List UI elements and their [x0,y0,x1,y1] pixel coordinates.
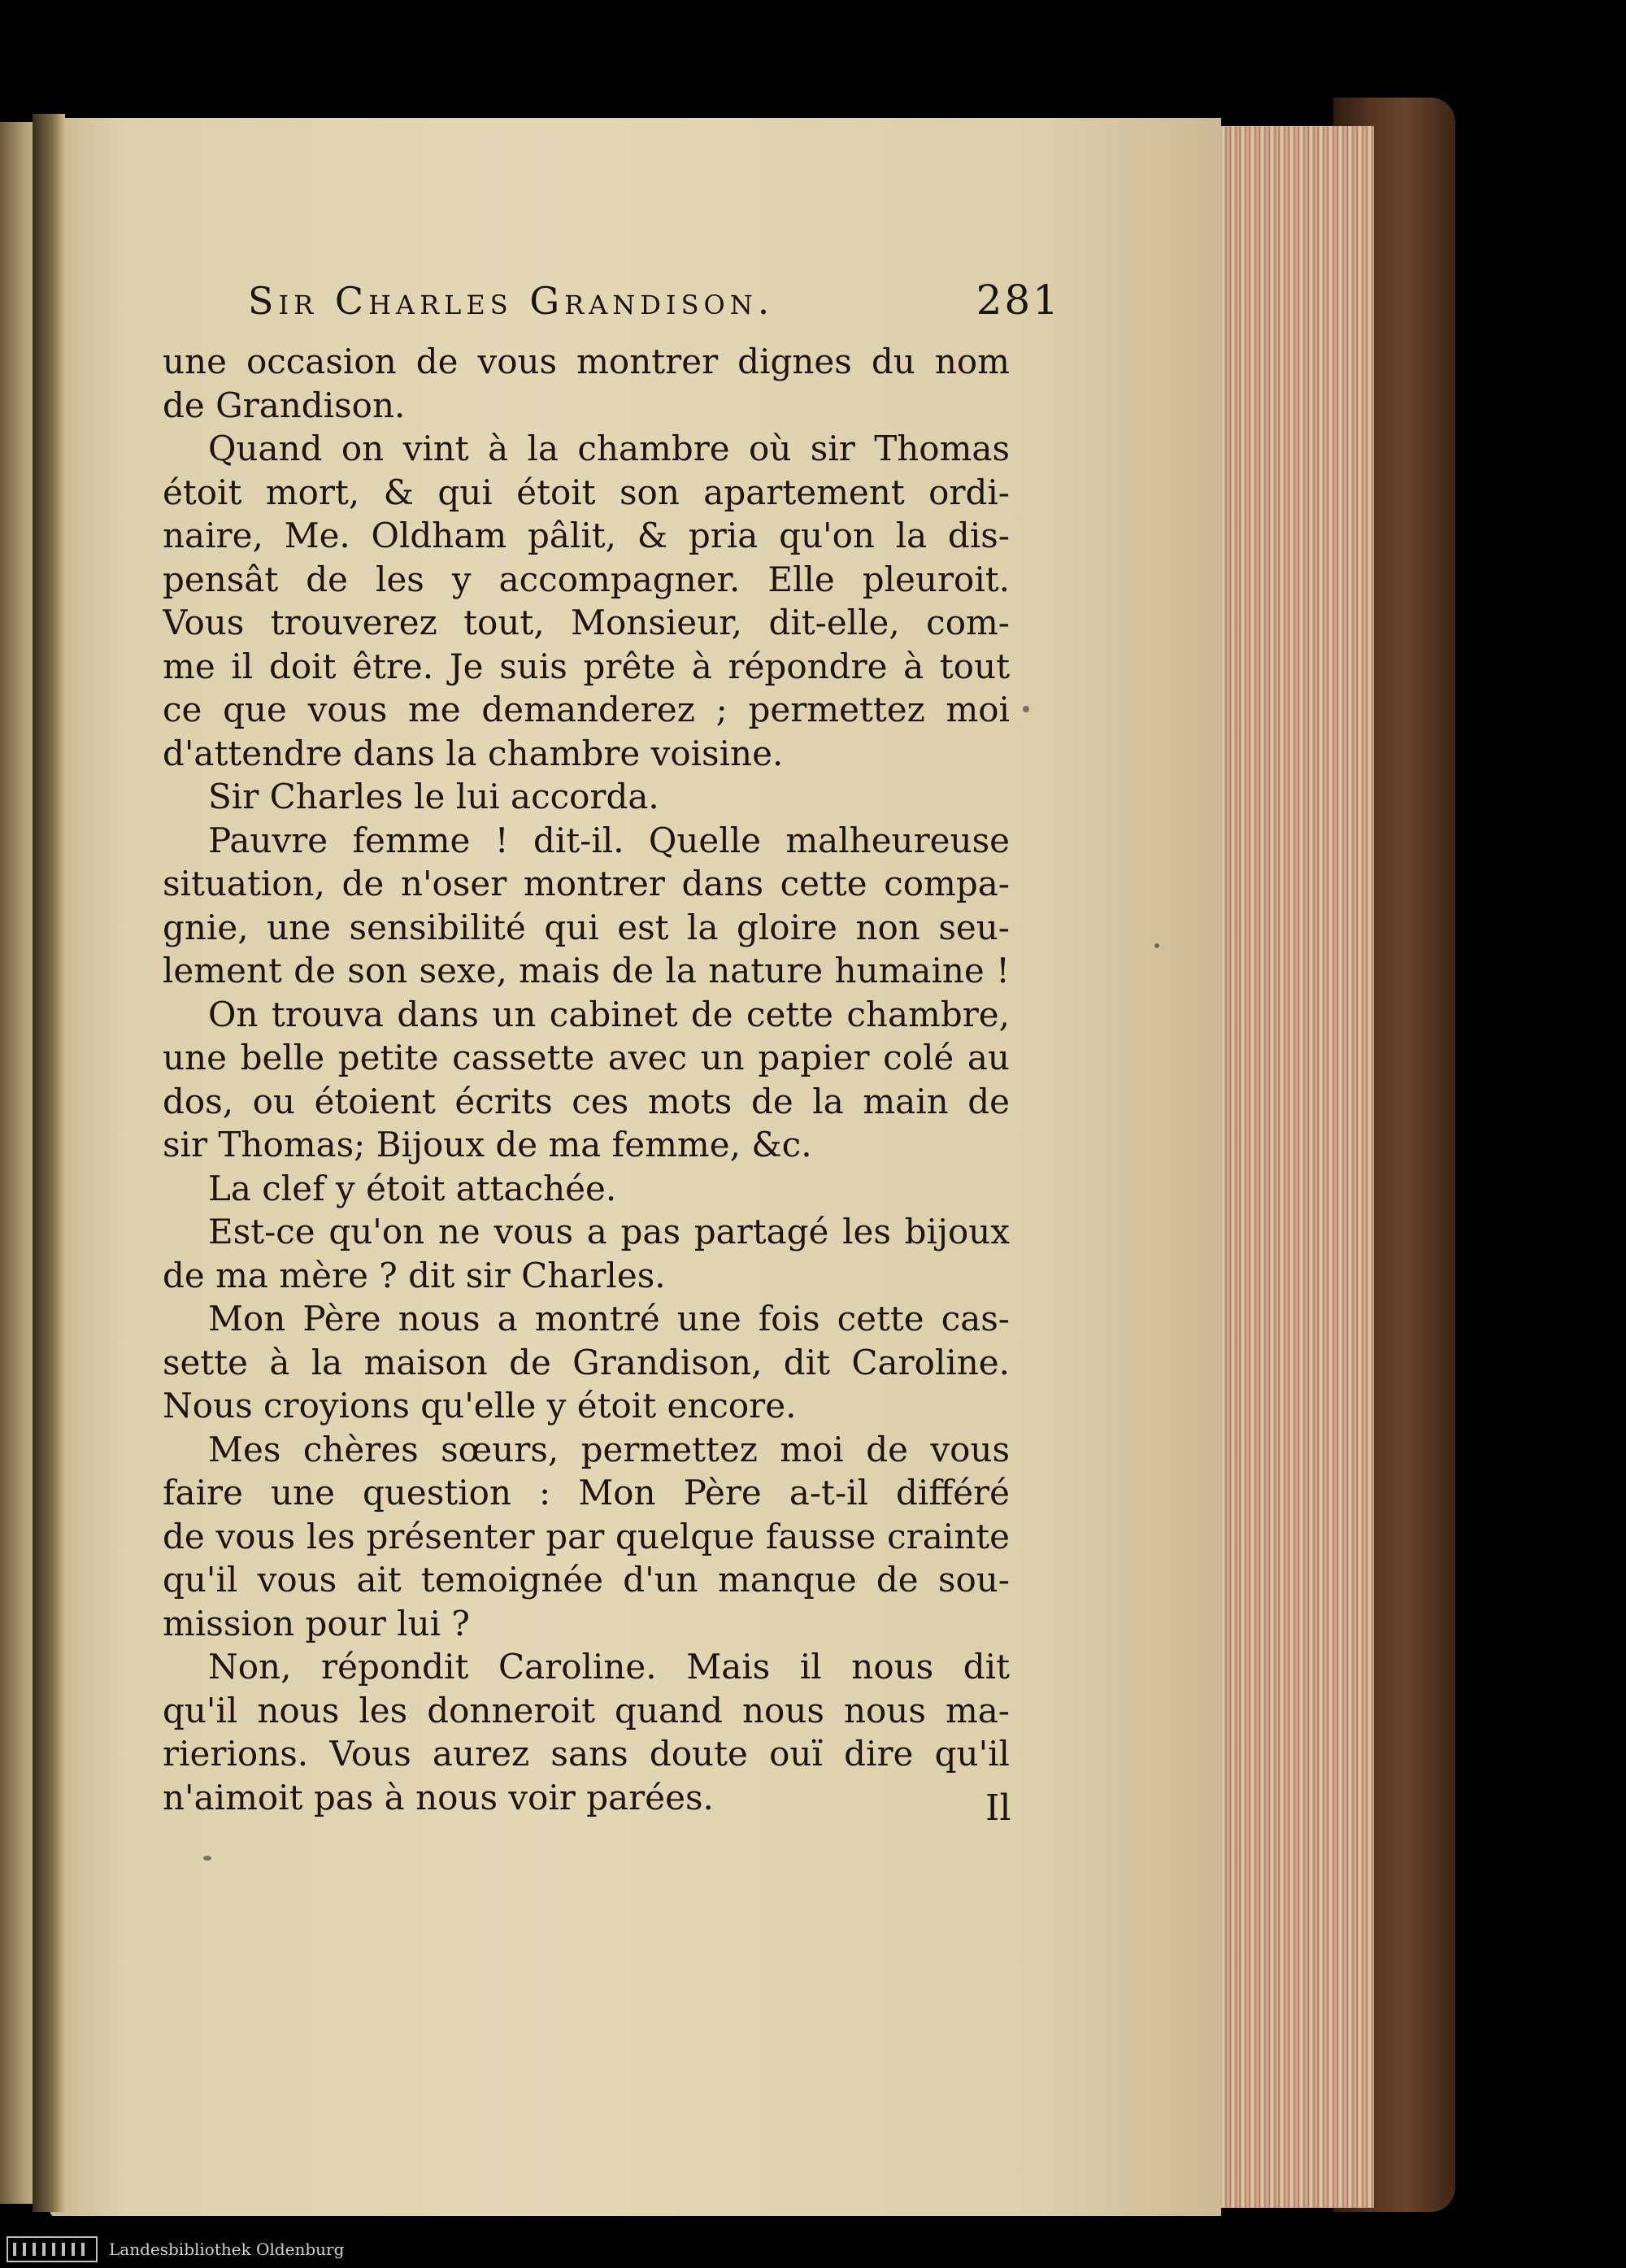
running-head [248,276,1061,342]
text-line: ce que vous me demanderez ; permettez moi [163,690,1010,729]
text-line: qu'il nous les donneroit quand nous nous ma- [163,1690,1010,1730]
text-line: Quand on vint à la chambre où sir Thomas [208,429,1010,468]
page-fore-edge [1211,126,1374,2208]
paper-speck [1154,943,1159,948]
text-line: de ma mère ? dit sir Charles. [163,1255,666,1295]
text-line: dos, ou étoient écrits ces mots de la main de [163,1081,1010,1121]
text-line: pensât de les y accompagner. Elle pleuroit. [163,559,1010,599]
text-line: étoit mort, & qui étoit son apartement ordi- [163,472,1010,512]
text-line: lement de son sexe, mais de la nature humaine ! [163,951,1010,990]
text-line: Sir Charles le lui accorda. [208,777,659,816]
text-line: situation, de n'oser montrer dans cette compa- [163,864,1010,903]
paper-speck [1023,706,1029,712]
text-line: de vous les présenter par quelque fausse crainte [163,1516,1010,1556]
text-line: naire, Me. Oldham pâlit, & pria qu'on la dis- [163,516,1010,555]
text-line: On trouva dans un cabinet de cette chambre, [208,994,1010,1034]
catchword: Il [985,1787,1011,1829]
text-line: Vous trouverez tout, Monsieur, dit-elle, com- [163,603,1010,642]
text-line: La clef y étoit attachée. [208,1168,617,1208]
text-line: Pauvre femme ! dit-il. Quelle malheureuse [208,820,1010,860]
running-title: Sir Charles Grandison. [248,279,775,323]
text-line: Mes chères sœurs, permettez moi de vous [208,1429,1010,1469]
text-line: Est-ce qu'on ne vous a pas partagé les bijoux [208,1212,1010,1252]
text-line: d'attendre dans la chambre voisine. [163,733,784,773]
library-watermark [7,2236,344,2262]
text-line: faire une question : Mon Père a-t-il différé [163,1473,1010,1513]
paper-speck [203,1856,211,1861]
text-line: rierions. Vous aurez sans doute ouï dire qu'il [163,1734,1010,1774]
text-line: une belle petite cassette avec un papier colé au [163,1038,1010,1077]
page-number: 281 [976,276,1061,324]
text-line: n'aimoit pas à nous voir parées. [163,1777,714,1817]
text-line: Mon Père nous a montré une fois cette cas- [208,1299,1010,1339]
text-line: me il doit être. Je suis prête à répondre à tout [163,646,1010,686]
text-line: Non, répondit Caroline. Mais il nous dit [208,1647,1010,1687]
text-line: mission pour lui ? [163,1603,470,1643]
text-line: sir Thomas; Bijoux de ma femme, &c. [163,1125,812,1164]
text-line: de Grandison. [163,385,406,425]
text-line: qu'il vous ait temoignée d'un manque de sou- [163,1560,1010,1600]
text-line: Nous croyions qu'elle y étoit encore. [163,1386,797,1426]
text-line: gnie, une sensibilité qui est la gloire non seu- [163,907,1010,947]
body-text [163,340,1010,1819]
library-name: Landesbibliothek Oldenburg [109,2240,345,2259]
text-line: sette à la maison de Grandison, dit Caroline. [163,1342,1010,1382]
text-line: une occasion de vous montrer dignes du nom [163,342,1010,381]
library-building-icon [7,2236,98,2262]
book-gutter [33,114,65,2212]
